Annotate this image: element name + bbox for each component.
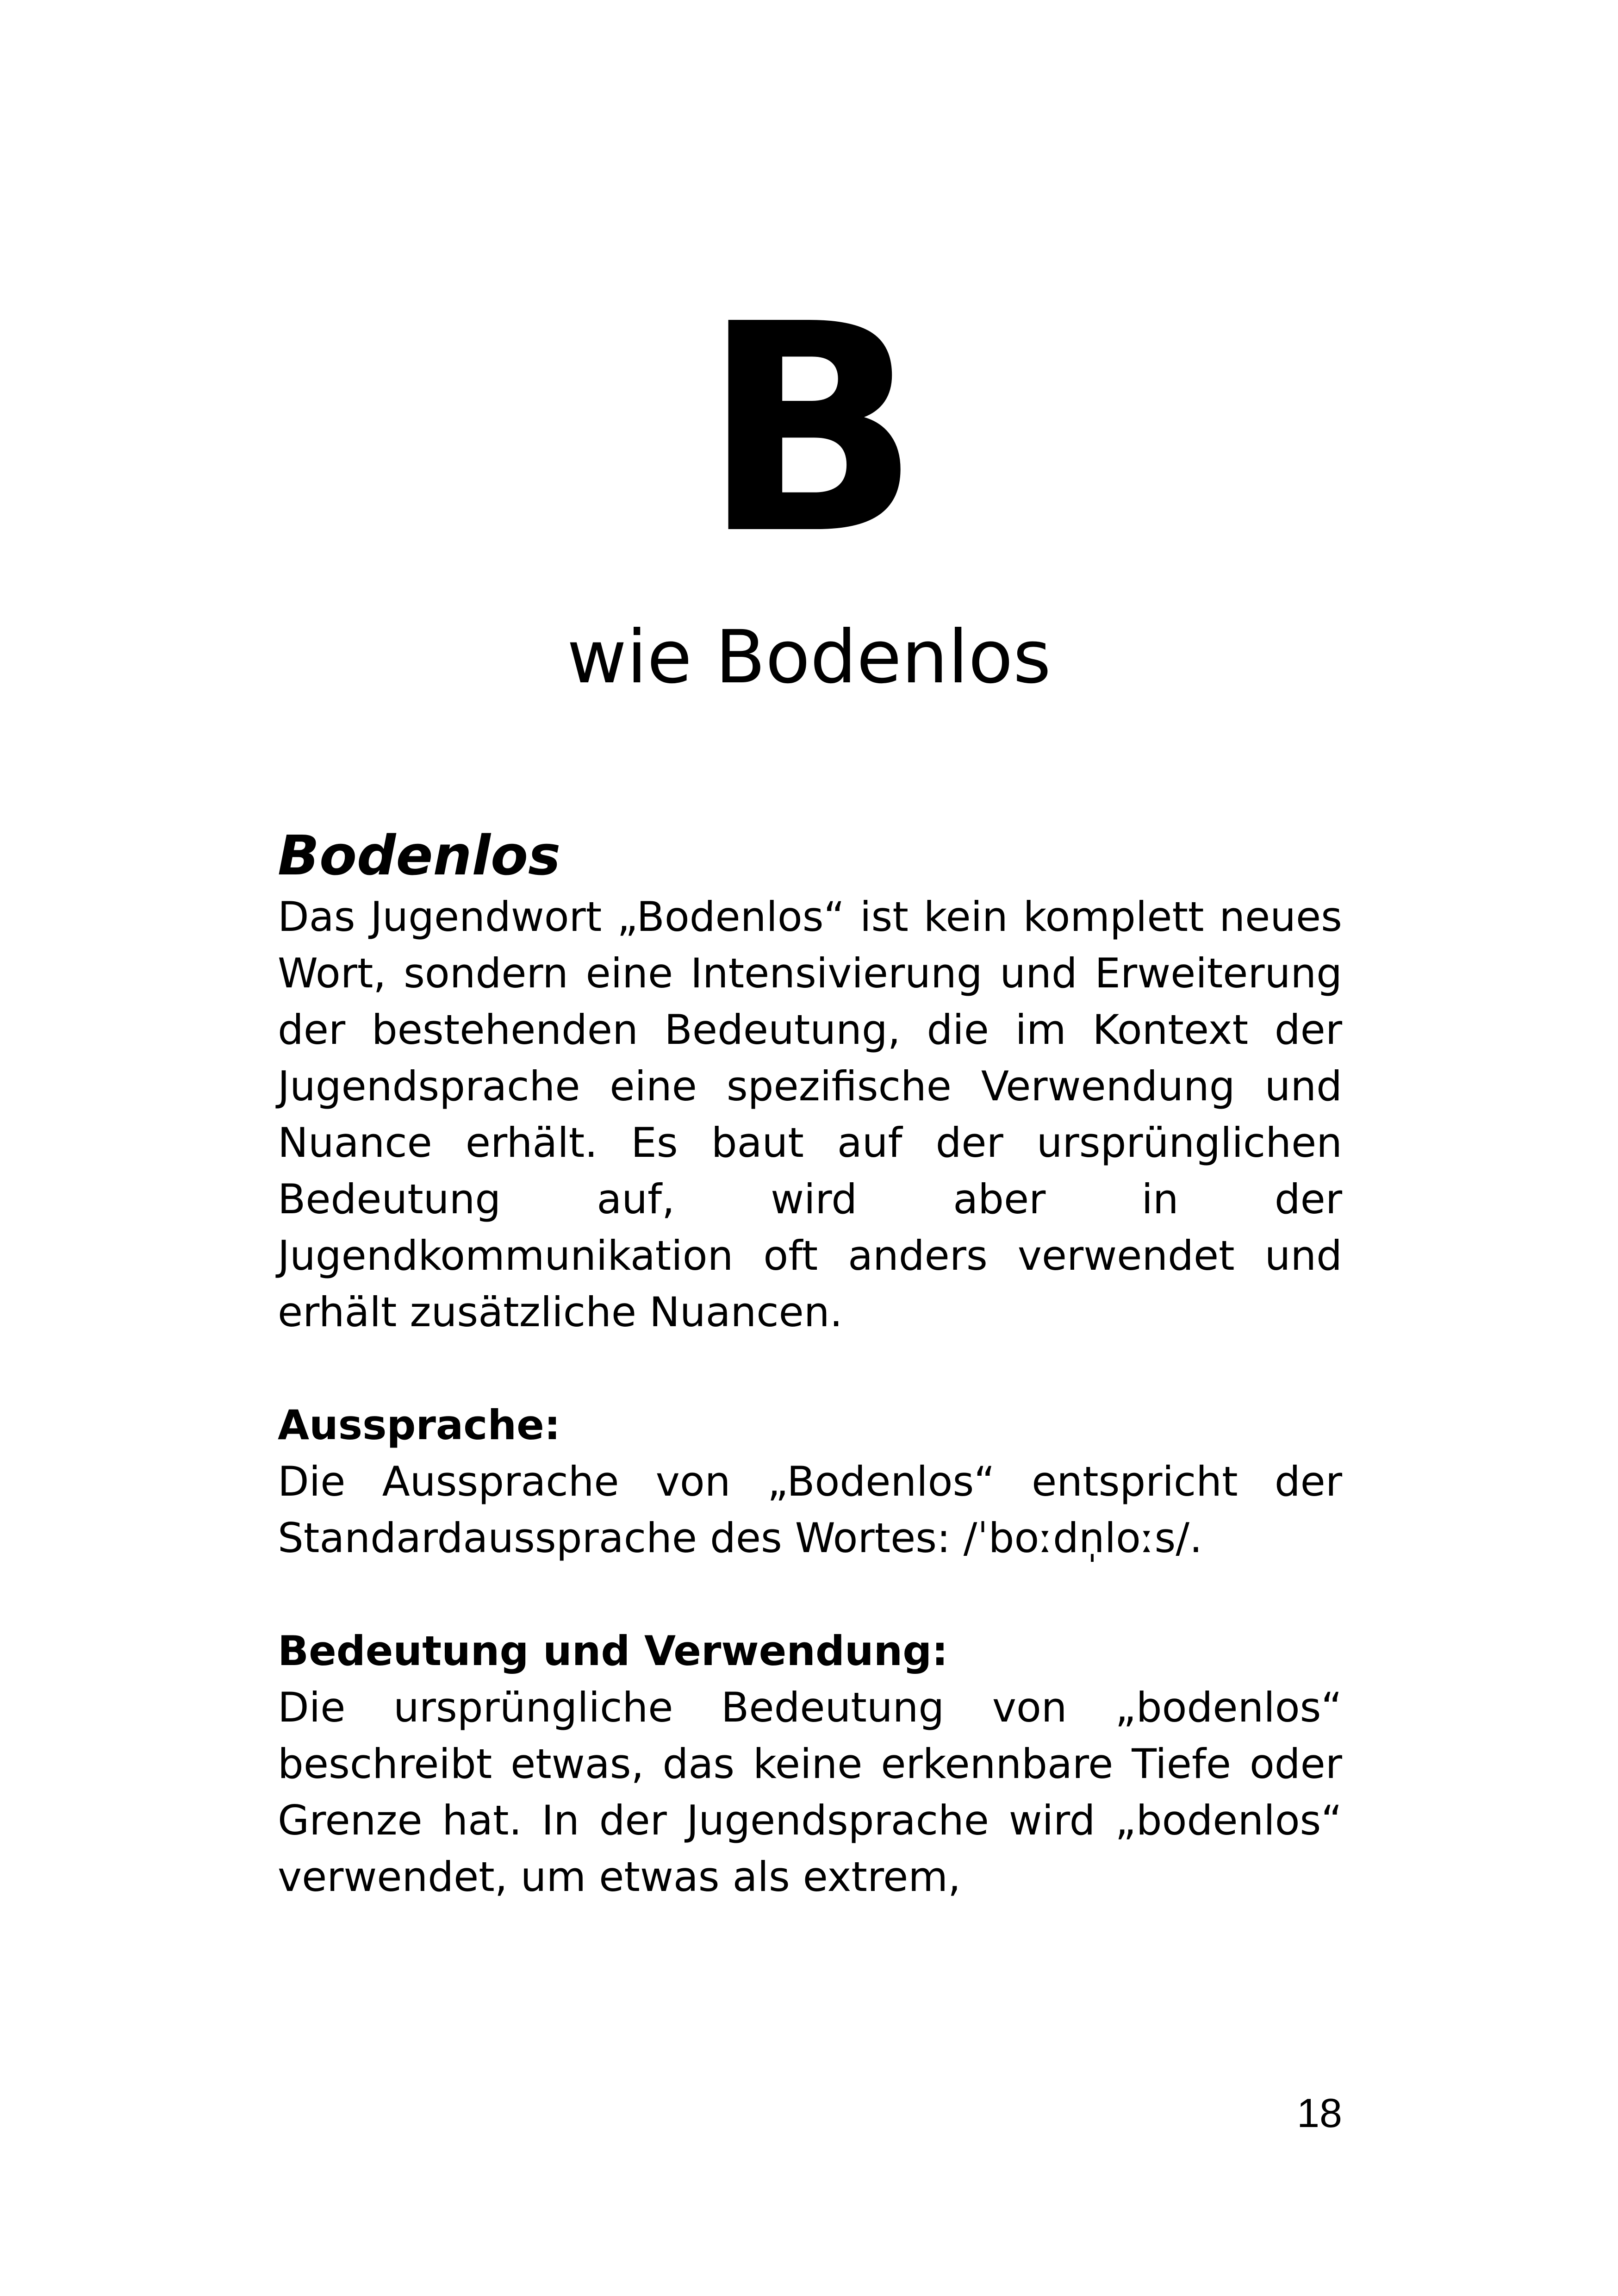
paragraph-spacer <box>278 1341 1342 1397</box>
entry-intro-paragraph: Das Jugendwort „Bodenlos“ ist kein komplett neues Wort, sondern eine Intensivierung und Erweiterung der bestehenden Bedeutung, die im Kontext der Jugendsprache eine spezifische Verwendung und Nuance erhält. Es baut auf der ursprünglichen Bedeutung auf, wird aber in der Jugendkommunikation oft anders verwendet und erhält zusätzliche Nuancen. <box>278 893 1342 1336</box>
paragraph-spacer <box>278 1566 1342 1623</box>
entry-content <box>278 824 1342 1905</box>
chapter-letter: B <box>702 263 916 597</box>
meaning-paragraph: Die ursprüngliche Bedeutung von „bodenlos“ beschreibt etwas, das keine erkennbare Tiefe oder Grenze hat. In der Jugendsprache wird „bodenlos“ verwendet, um etwas als extrem, <box>278 1684 1342 1901</box>
pronunciation-paragraph: Die Aussprache von „Bodenlos“ entspricht der Standardaussprache des Wortes: /ˈboːdn̩loːs/. <box>278 1458 1342 1562</box>
chapter-subtitle: wie Bodenlos <box>566 615 1052 700</box>
entry-title: Bodenlos <box>278 824 561 887</box>
page-number: 18 <box>1297 2090 1342 2136</box>
pronunciation-heading: Aussprache: <box>278 1401 560 1449</box>
meaning-heading: Bedeutung und Verwendung: <box>278 1627 948 1675</box>
